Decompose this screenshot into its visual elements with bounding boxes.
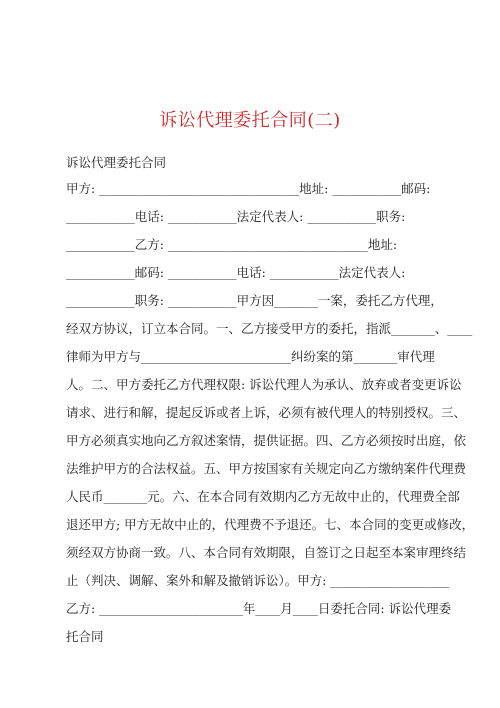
body-line: 法维护甲方的合法权益。五、甲方按国家有关规定向乙方缴纳案件代理费: [66, 461, 467, 476]
body-line: 人。二、甲方委托乙方代理权限: 诉讼代理人为承认、放弃或者变更诉讼: [66, 377, 462, 392]
body-line: ___________职务: ___________甲方因_______一案，委托乙方代理，: [66, 293, 443, 308]
body-line: 止（判决、调解、案外和解及撤销诉讼）。甲方: ___________________: [66, 573, 450, 588]
body-line: ___________电话: ___________法定代表人: ___________职务:: [66, 209, 406, 224]
document-title: 诉讼代理委托合同(二): [159, 110, 341, 131]
body-line: 托合同: [66, 629, 104, 644]
body-line: 人民币_______元。六、在本合同有效期内乙方无故中止的，代理费全部: [66, 489, 460, 504]
body-line: 甲方必须真实地向乙方叙述案情，提供证据。四、乙方必须按时出庭，依: [66, 433, 467, 448]
document-subtitle: 诉讼代理委托合同: [66, 155, 167, 170]
body-line: 乙方: _______________________年____月____日委托合同: 诉讼代理委: [66, 601, 452, 616]
body-line: 甲方: ________________________________地址: ___________邮码:: [66, 181, 431, 196]
body-line: 须经双方协商一致。八、本合同有效期限，自签订之日起至本案审理终结: [66, 545, 467, 560]
body-line: ___________邮码: ___________电话: ___________法定代表人:: [66, 265, 406, 280]
body-line: 律师为甲方与________________________纠纷案的第_______审代理: [66, 349, 435, 364]
body-line: 请求、进行和解，提起反诉或者上诉，必须有被代理人的特别授权。三、: [66, 405, 467, 420]
body-line: 退还甲方; 甲方无故中止的，代理费不予退还。七、本合同的变更或修改，: [66, 517, 475, 532]
body-line: 经双方协议，订立本合同。一、乙方接受甲方的委托，指派_______、____: [66, 321, 473, 336]
body-line: ___________乙方: ________________________________地址:: [66, 237, 398, 252]
